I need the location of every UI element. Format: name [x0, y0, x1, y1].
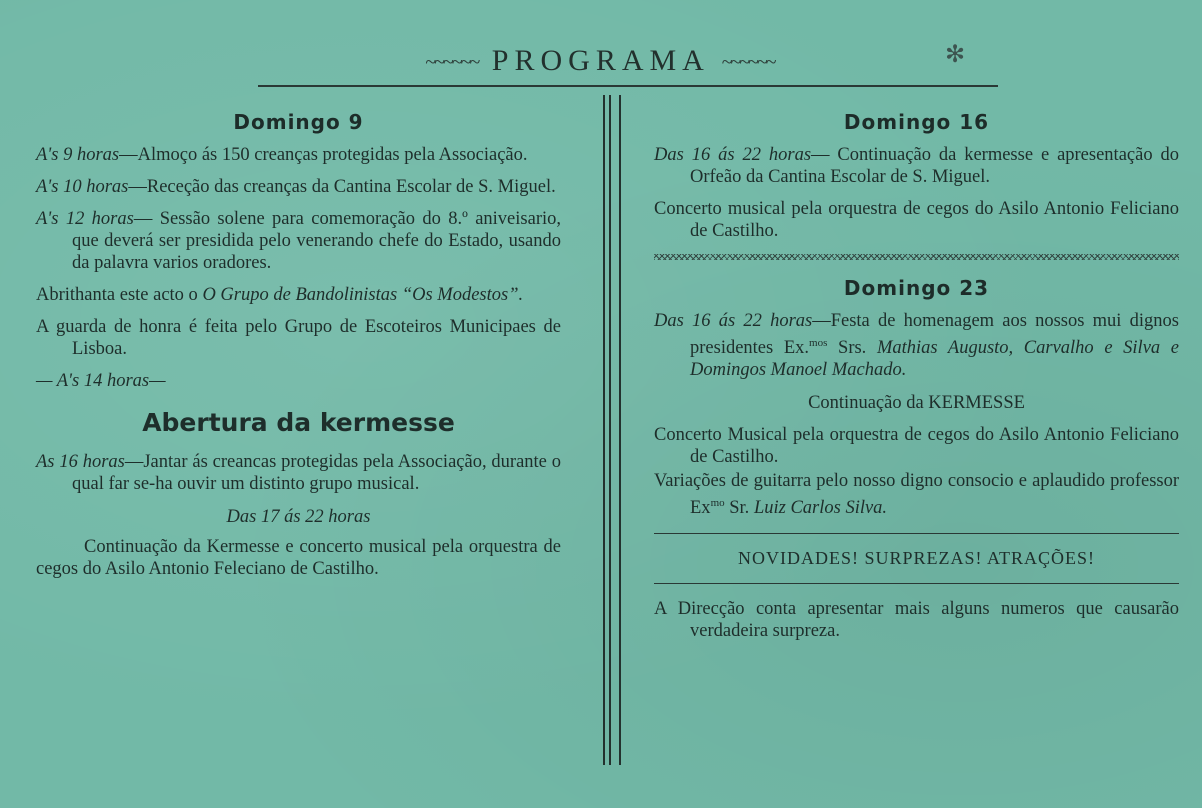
right-column: [654, 100, 1179, 652]
title-ornament-right: ~~~~~~: [721, 51, 775, 74]
evening-time: Das 17 ás 22 horas: [226, 507, 371, 527]
entry-10h: [36, 176, 561, 198]
left-column: [36, 100, 561, 580]
entry-time: Das 16 ás 22 horas: [654, 311, 813, 331]
entry-time: A's 10 horas: [36, 177, 129, 197]
entry-concert: [654, 424, 1179, 468]
entry-9h: [36, 144, 561, 166]
superscript: mos: [809, 337, 828, 349]
group-name: O Grupo de Bandolinistas “Os Modestos”.: [202, 285, 524, 305]
entry-guitar: [654, 470, 1179, 519]
entry-day23: [654, 310, 1179, 381]
opening-heading: Abertura da kermesse: [142, 408, 455, 437]
entry-text: — Sessão solene para comemoração do 8.º aniveisario, que deverá ser presidida pelo venerando chefe do Estado, usando da palavra varios oradores.: [72, 209, 561, 273]
entry-text: Sr.: [724, 498, 754, 519]
day-heading-9: Domingo 9: [233, 110, 364, 134]
entry-text: Concerto Musical pela orquestra de cegos do Asilo Antonio Feliciano de Castilho.: [654, 425, 1179, 468]
entry-day16-concert: [654, 198, 1179, 242]
entry-time: A's 12 horas: [36, 209, 134, 229]
entry-text: —Festa de homenagem aos nossos mui dignos presidentes Ex.: [690, 311, 1179, 359]
evening-text: Continuação da Kermesse e concerto musical pela orquestra de cegos do Asilo Antonio Feleciano de Castilho.: [36, 537, 561, 579]
entry-text: — Continuação da kermesse e apresentação do Orfeão da Cantina Escolar de S. Miguel.: [690, 145, 1179, 187]
entry-bandolinistas: [36, 284, 561, 306]
superscript: mo: [710, 497, 725, 510]
title-ornament-left: ~~~~~~: [425, 51, 479, 74]
entry-time: Das 16 ás 22 horas: [654, 145, 812, 165]
entry-time: As 16 horas: [36, 452, 125, 472]
wavy-rule: [654, 254, 1179, 260]
program-header: [30, 40, 1170, 80]
entry-text: Variações de guitarra pelo nosso digno consocio e aplaudido professor Ex: [654, 471, 1179, 519]
entry-text: Srs.: [827, 338, 877, 359]
entry-escoteiros: [36, 316, 561, 360]
entry-text: —Jantar ás creancas protegidas pela Associação, durante o qual far se-ha ouvir um distinto grupo musical.: [72, 452, 561, 494]
closing-note: [654, 598, 1179, 642]
rule-top: [654, 533, 1179, 534]
entry-time: — A's 14 horas—: [36, 371, 166, 391]
rule-bottom: [654, 583, 1179, 584]
entry-text: A guarda de honra é feita pelo Grupo de Escoteiros Municipaes de Lisboa.: [36, 317, 561, 359]
novelties-banner: NOVIDADES! SURPREZAS! ATRAÇÕES!: [737, 548, 1096, 569]
entry-time: A's 9 horas: [36, 145, 120, 165]
asterisk-ornament-icon: ✻: [945, 42, 966, 68]
entry-day16: [654, 144, 1179, 188]
professor-name: Luiz Carlos Silva.: [753, 498, 888, 519]
entry-text: A Direcção conta apresentar mais alguns numeros que causarão verdadeira surpreza.: [654, 599, 1179, 642]
entry-14h: [36, 370, 561, 392]
entry-text: Abrithanta este acto o: [36, 285, 203, 305]
header-rule: [258, 85, 998, 87]
entry-16h: [36, 451, 561, 495]
entry-12h: [36, 208, 561, 274]
title-text: PROGRAMA: [491, 44, 709, 77]
entry-text: —Receção das creanças da Cantina Escolar de S. Miguel.: [128, 177, 556, 197]
entry-text: Concerto musical pela orquestra de cegos do Asilo Antonio Feliciano de Castilho.: [654, 199, 1179, 241]
kermesse-line: Continuação da KERMESSE: [808, 393, 1025, 414]
day-heading-16: Domingo 16: [843, 110, 990, 134]
column-divider: [597, 95, 625, 765]
day-heading-23: Domingo 23: [843, 276, 990, 300]
entry-text: —Almoço ás 150 creanças protegidas pela Associação.: [119, 145, 528, 165]
honoree-names: Mathias Augusto, Carvalho e Silva e Domingos Manoel Machado.: [690, 338, 1180, 381]
program-title: [30, 44, 1170, 78]
